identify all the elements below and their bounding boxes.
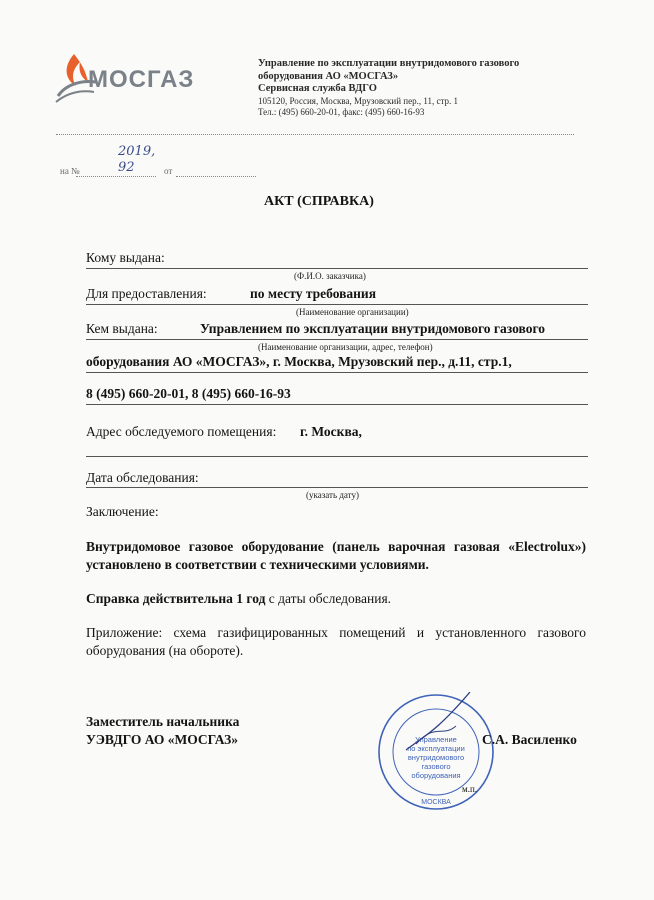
stamp-bottom: МОСКВА <box>421 799 451 806</box>
stamp-line-5: оборудования <box>411 771 461 780</box>
round-seal-icon <box>376 692 496 812</box>
purpose-value: по месту требования <box>250 286 377 301</box>
stamp-line-4: газового <box>421 762 451 771</box>
date-caption: (указать дату) <box>306 490 359 500</box>
number-prefix: на № <box>60 166 80 176</box>
issuer-line-1: Управлением по эксплуатации внутридомового газового <box>200 321 546 336</box>
handwritten-number: 92 <box>118 160 135 175</box>
signatory-position-1: Заместитель начальника <box>86 714 240 729</box>
issued-to-label: Кому выдана: <box>86 250 165 265</box>
issuer-caption: (Наименование организации, адрес, телефон) <box>258 342 433 352</box>
address-label: Адрес обследуемого помещения: <box>86 424 277 439</box>
validity-rest: с даты обследования. <box>265 591 392 606</box>
stamp-line-3: внутридомового <box>407 753 465 762</box>
issuer-line-2: оборудования АО «МОСГАЗ», г. Москва, Мрузовский пер., д.11, стр.1, <box>86 354 512 369</box>
date-ref-line <box>176 176 256 177</box>
date-line <box>86 487 588 488</box>
conclusion-label: Заключение: <box>86 504 159 519</box>
logo-text: МОСГАЗ <box>88 66 195 93</box>
address-line <box>86 456 588 457</box>
signatory-position-2: УЭВДГО АО «МОСГАЗ» <box>86 732 239 747</box>
org-phones: Тел.: (495) 660-20-01, факс: (495) 660-16-93 <box>258 106 425 117</box>
validity-bold: Справка действительна 1 год <box>86 591 266 606</box>
org-line-2: оборудования АО «МОСГАЗ» <box>258 70 399 82</box>
org-line-1: Управление по эксплуатации внутридомового газового <box>258 58 520 69</box>
service-name: Сервисная служба ВДГО <box>258 83 377 94</box>
stamp-line-1: Управление <box>415 735 457 744</box>
issuer-line-3: 8 (495) 660-20-01, 8 (495) 660-16-93 <box>86 386 291 401</box>
organization-stamp <box>376 692 496 812</box>
stamp-line-2: по эксплуатации <box>407 744 465 753</box>
issued-to-line <box>86 268 588 269</box>
number-line <box>76 176 156 177</box>
validity-text <box>86 590 586 608</box>
issuer-line-rule-3 <box>86 404 588 405</box>
issuer-label: Кем выдана: <box>86 321 158 336</box>
purpose-label: Для предоставления: <box>86 286 207 301</box>
signatory-name: С.А. Василенко <box>482 732 577 747</box>
address-value: г. Москва, <box>300 424 362 439</box>
document-title: АКТ (СПРАВКА) <box>264 194 374 209</box>
org-address: 105120, Россия, Москва, Мрузовский пер., 11, стр. 1 <box>258 95 459 106</box>
conclusion-text: Внутридомовое газовое оборудование (панель варочная газовая «Electrolux») установлено в соответствии с техническими условиями. <box>86 539 586 572</box>
from-label: от <box>164 166 173 176</box>
purpose-line <box>86 304 588 305</box>
attachment-text: Приложение: схема газифицированных помещений и установленного газового оборудования (на обороте). <box>86 625 586 658</box>
purpose-caption: (Наименование организации) <box>296 307 409 317</box>
date-label: Дата обследования: <box>86 470 199 485</box>
handwritten-year: 2019, <box>118 144 156 159</box>
letterhead <box>258 58 618 118</box>
issuer-line-rule-2 <box>86 372 588 373</box>
issuer-line-rule-1 <box>86 339 588 340</box>
header-divider <box>56 134 574 135</box>
seal-label: м.п. <box>462 784 478 794</box>
issued-to-caption: (Ф.И.О. заказчика) <box>294 271 366 281</box>
